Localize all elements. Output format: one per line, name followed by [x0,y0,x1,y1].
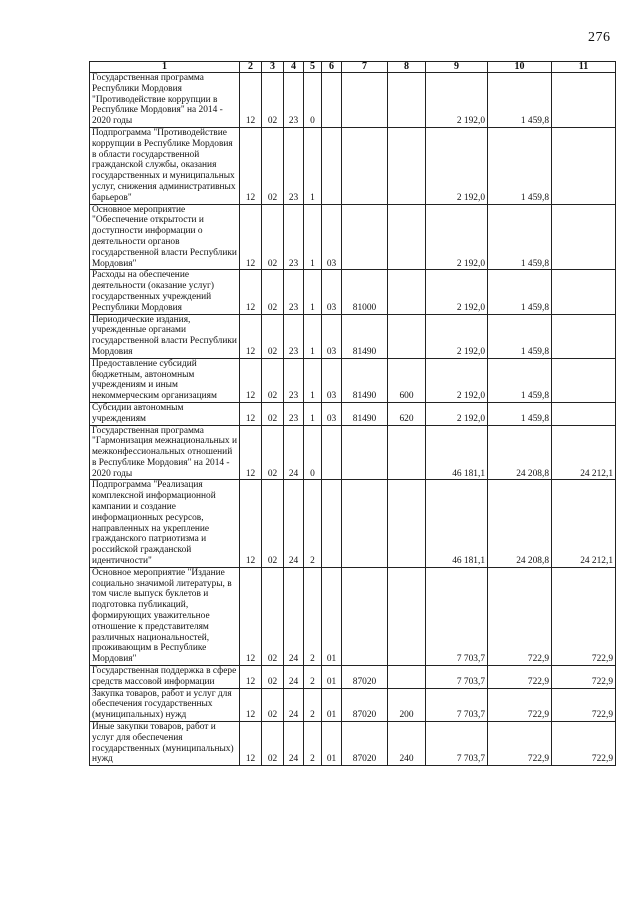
row-name-cell: Подпрограмма "Противодействие коррупции в Республике Мордовия в области государственной гражданской службы, оказания государственных и муниципальных услуг, снижения административных барьеров" [90,127,240,204]
cell-col-7: 81490 [342,314,388,358]
table-row [90,722,616,766]
cell-col-8 [388,127,426,204]
cell-col-5: 1 [304,127,322,204]
cell-col-6: 03 [322,402,342,425]
cell-col-5: 2 [304,666,322,689]
cell-col-2: 12 [240,425,262,480]
cell-col-5: 1 [304,204,322,270]
cell-col-8: 600 [388,358,426,402]
cell-col-3: 02 [262,567,284,665]
cell-col-3: 02 [262,127,284,204]
cell-col-6: 01 [322,688,342,721]
row-name-cell: Расходы на обеспечение деятельности (оказание услуг) государственных учреждений Республики Мордовия [90,270,240,314]
cell-col-4: 24 [284,722,304,766]
cell-col-11: 24 212,1 [552,480,616,567]
cell-col-8: 200 [388,688,426,721]
cell-col-2: 12 [240,358,262,402]
cell-col-10: 722,9 [488,567,552,665]
cell-col-8 [388,73,426,128]
cell-col-9: 2 192,0 [426,402,488,425]
column-header: 4 [284,62,304,73]
row-name-cell: Государственная программа "Гармонизация межнациональных и межконфессиональных отношений в Республике Мордовия" на 2014 - 2020 годы [90,425,240,480]
cell-col-9: 46 181,1 [426,425,488,480]
cell-col-7 [342,480,388,567]
cell-col-7: 81000 [342,270,388,314]
row-name-cell: Основное мероприятие "Обеспечение открытости и доступности информации о деятельности органов государственной власти Республики Мордовия" [90,204,240,270]
cell-col-5: 1 [304,314,322,358]
table-row [90,402,616,425]
column-header: 1 [90,62,240,73]
row-name-cell: Иные закупки товаров, работ и услуг для обеспечения государственных (муниципальных) нужд [90,722,240,766]
table-row [90,270,616,314]
header-row [90,62,616,73]
column-header: 2 [240,62,262,73]
cell-col-6: 01 [322,722,342,766]
cell-col-3: 02 [262,480,284,567]
row-name-cell: Субсидии автономным учреждениям [90,402,240,425]
cell-col-4: 24 [284,666,304,689]
cell-col-5: 0 [304,73,322,128]
cell-col-2: 12 [240,688,262,721]
cell-col-6 [322,480,342,567]
cell-col-11: 722,9 [552,567,616,665]
cell-col-4: 23 [284,204,304,270]
cell-col-10: 1 459,8 [488,314,552,358]
row-name-cell: Закупка товаров, работ и услуг для обеспечения государственных (муниципальных) нужд [90,688,240,721]
page-number: 276 [588,30,611,45]
cell-col-5: 2 [304,688,322,721]
cell-col-10: 1 459,8 [488,270,552,314]
cell-col-4: 23 [284,270,304,314]
cell-col-11 [552,127,616,204]
cell-col-5: 2 [304,480,322,567]
table-row [90,204,616,270]
cell-col-5: 2 [304,722,322,766]
cell-col-2: 12 [240,567,262,665]
cell-col-11 [552,204,616,270]
cell-col-10: 24 208,8 [488,480,552,567]
table-row [90,314,616,358]
cell-col-9: 7 703,7 [426,567,488,665]
cell-col-4: 23 [284,73,304,128]
cell-col-8 [388,666,426,689]
cell-col-9: 2 192,0 [426,73,488,128]
cell-col-7 [342,425,388,480]
cell-col-3: 02 [262,314,284,358]
table-body [90,73,616,766]
cell-col-5: 1 [304,402,322,425]
cell-col-8 [388,270,426,314]
cell-col-10: 1 459,8 [488,402,552,425]
cell-col-2: 12 [240,722,262,766]
cell-col-6: 01 [322,567,342,665]
cell-col-11 [552,73,616,128]
cell-col-2: 12 [240,204,262,270]
cell-col-7: 87020 [342,722,388,766]
cell-col-11: 722,9 [552,722,616,766]
cell-col-2: 12 [240,73,262,128]
table-row [90,358,616,402]
table-row [90,688,616,721]
cell-col-6 [322,127,342,204]
cell-col-5: 2 [304,567,322,665]
column-header: 3 [262,62,284,73]
cell-col-3: 02 [262,73,284,128]
cell-col-11 [552,314,616,358]
cell-col-4: 23 [284,127,304,204]
cell-col-4: 23 [284,402,304,425]
column-header: 10 [488,62,552,73]
column-header: 6 [322,62,342,73]
cell-col-11 [552,270,616,314]
cell-col-4: 23 [284,314,304,358]
table-row [90,73,616,128]
cell-col-11: 722,9 [552,666,616,689]
table-row [90,425,616,480]
cell-col-6 [322,425,342,480]
cell-col-4: 24 [284,688,304,721]
row-name-cell: Периодические издания, учрежденные органами государственной власти Республики Мордовия [90,314,240,358]
cell-col-4: 24 [284,567,304,665]
cell-col-10: 1 459,8 [488,358,552,402]
cell-col-5: 1 [304,358,322,402]
cell-col-7: 81490 [342,358,388,402]
cell-col-9: 7 703,7 [426,666,488,689]
cell-col-8: 240 [388,722,426,766]
cell-col-2: 12 [240,402,262,425]
cell-col-5: 1 [304,270,322,314]
cell-col-8 [388,567,426,665]
column-header: 9 [426,62,488,73]
row-name-cell: Предоставление субсидий бюджетным, автономным учреждениям и иным некоммерческим организациям [90,358,240,402]
cell-col-6: 03 [322,358,342,402]
row-name-cell: Государственная программа Республики Мордовия "Противодействие коррупции в Республике Мордовия" на 2014 - 2020 годы [90,73,240,128]
column-header: 11 [552,62,616,73]
cell-col-2: 12 [240,127,262,204]
cell-col-5: 0 [304,425,322,480]
budget-table [89,61,616,766]
cell-col-7: 81490 [342,402,388,425]
table-row [90,480,616,567]
cell-col-8 [388,425,426,480]
cell-col-8 [388,480,426,567]
cell-col-8 [388,314,426,358]
cell-col-4: 24 [284,480,304,567]
cell-col-9: 7 703,7 [426,688,488,721]
cell-col-10: 722,9 [488,722,552,766]
cell-col-11 [552,402,616,425]
cell-col-4: 24 [284,425,304,480]
cell-col-6: 03 [322,270,342,314]
cell-col-9: 2 192,0 [426,127,488,204]
cell-col-9: 46 181,1 [426,480,488,567]
row-name-cell: Основное мероприятие "Издание социально значимой литературы, в том числе выпуск буклетов и подготовка публикаций, формирующих уважительное отношение к представителям различных национальностей, проживающим в Республике Мордовия" [90,567,240,665]
cell-col-11: 24 212,1 [552,425,616,480]
cell-col-4: 23 [284,358,304,402]
cell-col-9: 2 192,0 [426,314,488,358]
cell-col-9: 2 192,0 [426,358,488,402]
cell-col-7: 87020 [342,666,388,689]
cell-col-3: 02 [262,425,284,480]
table-row [90,127,616,204]
cell-col-9: 2 192,0 [426,204,488,270]
cell-col-2: 12 [240,480,262,567]
cell-col-7 [342,567,388,665]
cell-col-7: 87020 [342,688,388,721]
cell-col-2: 12 [240,666,262,689]
cell-col-3: 02 [262,688,284,721]
cell-col-10: 24 208,8 [488,425,552,480]
cell-col-7 [342,73,388,128]
column-header: 5 [304,62,322,73]
cell-col-3: 02 [262,722,284,766]
cell-col-2: 12 [240,270,262,314]
cell-col-3: 02 [262,402,284,425]
cell-col-10: 1 459,8 [488,73,552,128]
cell-col-6: 03 [322,314,342,358]
cell-col-9: 2 192,0 [426,270,488,314]
cell-col-6 [322,73,342,128]
cell-col-9: 7 703,7 [426,722,488,766]
cell-col-8 [388,204,426,270]
row-name-cell: Подпрограмма "Реализация комплексной информационной кампании и создание информационных ресурсов, направленных на укрепление гражданского патриотизма и российской гражданской идентичности" [90,480,240,567]
cell-col-6: 01 [322,666,342,689]
cell-col-8: 620 [388,402,426,425]
cell-col-10: 722,9 [488,688,552,721]
table-row [90,666,616,689]
table-row [90,567,616,665]
cell-col-3: 02 [262,270,284,314]
cell-col-6: 03 [322,204,342,270]
cell-col-3: 02 [262,666,284,689]
column-header: 8 [388,62,426,73]
cell-col-3: 02 [262,204,284,270]
cell-col-11 [552,358,616,402]
cell-col-10: 1 459,8 [488,204,552,270]
cell-col-10: 1 459,8 [488,127,552,204]
cell-col-2: 12 [240,314,262,358]
cell-col-3: 02 [262,358,284,402]
row-name-cell: Государственная поддержка в сфере средств массовой информации [90,666,240,689]
cell-col-7 [342,127,388,204]
column-header: 7 [342,62,388,73]
cell-col-7 [342,204,388,270]
cell-col-11: 722,9 [552,688,616,721]
cell-col-10: 722,9 [488,666,552,689]
